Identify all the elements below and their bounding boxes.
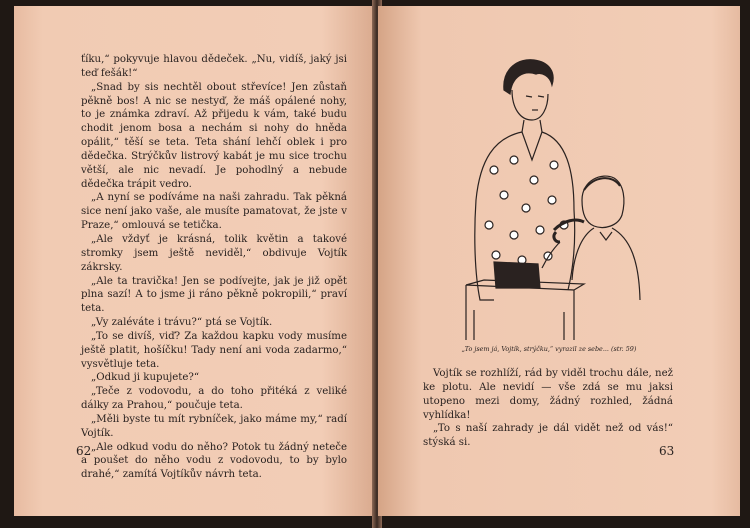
paragraph: „Odkud ji kupujete?“	[91, 372, 200, 384]
page-number: 62	[76, 444, 92, 458]
paragraph: „Teče z vodovodu, a do toho přitéká z veliké dálky za Prahou,“ poučuje teta.	[81, 386, 347, 412]
paragraph: „Vy zaléváte i trávu?“ ptá se Vojtík.	[91, 317, 273, 329]
paragraph: „To se divíš, viď? Za každou kapku vody musíme ještě platit, hošíčku! Tady není ani voda zadarmo,“ vysvětluje teta.	[81, 330, 347, 370]
paragraph: „Snad by sis nechtěl obout střevíce! Jen zůstaň pěkně bos! A nic se nestyď, že máš opálené nohy, to je známka zdraví. Až přijedu k vám, také budu chodit jenom bosa a nechám si nohy do hněda opálit,“ těší se teta. Teta shání lehčí oblek i pro dědečka. Strýčkův listrový kabát je mu sice trochu větší, ale nic nevadí. Je pohodlný a nebude dědečka trápit vedro.	[81, 81, 347, 190]
paragraph: „A nyní se podíváme na naši zahradu. Tak pěkná sice není jako vaše, ale musíte pamatovat, že jste v Praze,“ omlouvá se tetička.	[81, 192, 347, 232]
paragraph: ťíku,“ pokyvuje hlavou dědeček. „Nu, vidíš, jaký jsi teď fešák!“	[81, 54, 347, 79]
paragraph: „Měli byste tu mít rybníček, jako máme my,“ radí Vojtík.	[81, 413, 347, 439]
right-page-text	[423, 367, 673, 450]
left-page	[14, 6, 376, 516]
paragraph: „Ale ta travička! Jen se podívejte, jak je již opět plna sazí! A to jsme ji ráno pěkně pokropili,“ praví teta.	[81, 275, 347, 315]
paragraph: „To s naší zahrady je dál vidět než od vás!“ stýská si.	[423, 423, 673, 449]
paragraph: „Ale vždyť je krásná, tolik květin a takové stromky jsem ještě neviděl,“ obdivuje Vojtík zákrsky.	[81, 233, 347, 273]
illustration-woman-boy-telephone	[434, 50, 654, 342]
paragraph: „Ale odkud vodu do něho? Potok tu žádný neteče a poušet do něho vodu z vodovodu, to by bylo drahé,“ zamítá Vojtíkův návrh teta.	[81, 441, 347, 481]
left-page-text	[81, 53, 347, 482]
paragraph: Vojtík se rozhlíží, rád by viděl trochu dále, než ke plotu. Ale nevidí — vše zdá se mu jaksi utopeno mezi domy, žádný rozhled, žádná vyhlídka!	[423, 368, 673, 421]
page-number: 63	[659, 444, 675, 458]
illustration-caption: „To jsem já, Vojtík, strýčku,“ vyrazil ze sebe... (str. 59)	[461, 345, 637, 353]
right-page	[378, 6, 740, 516]
